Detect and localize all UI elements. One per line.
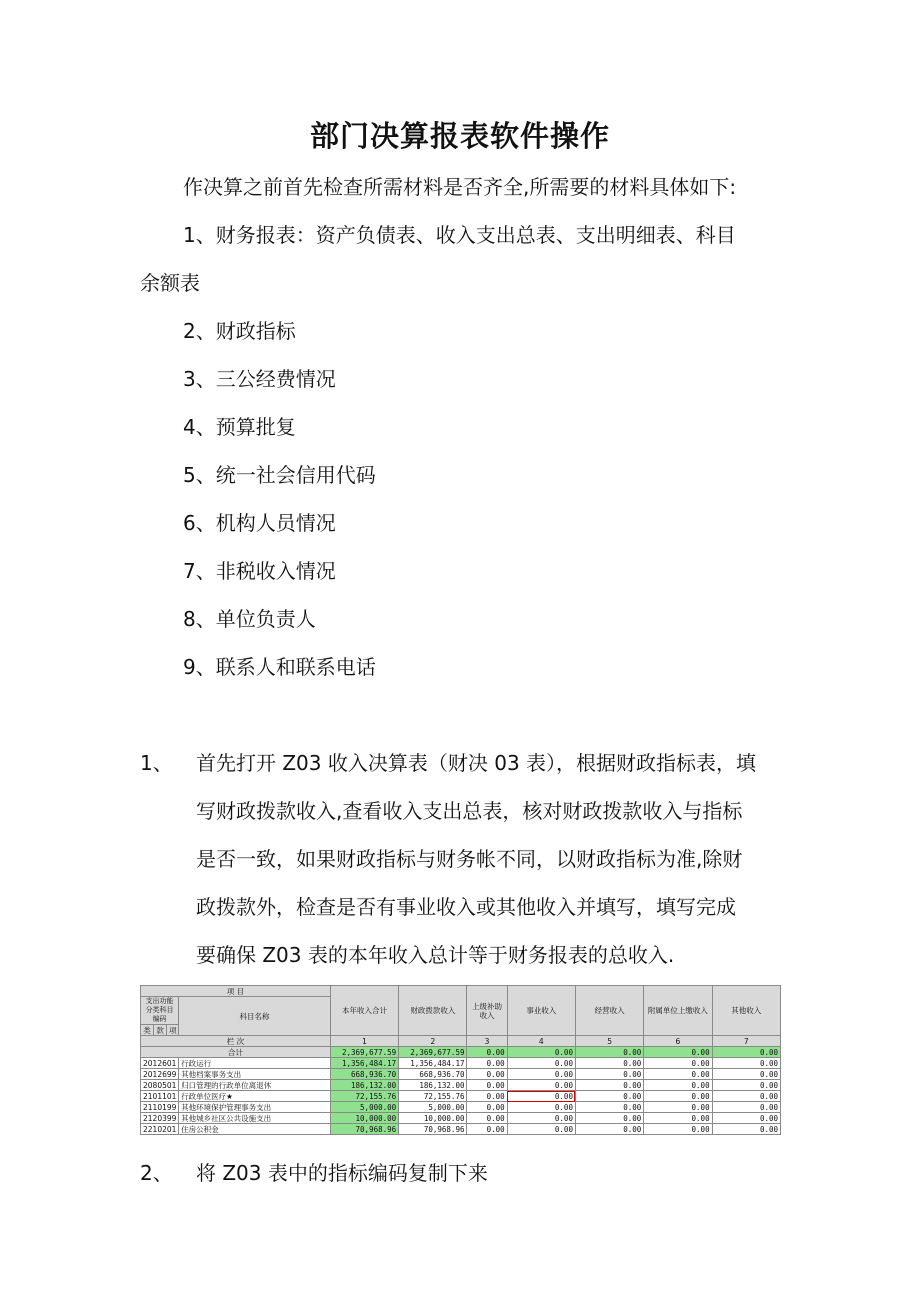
cell[interactable]: 186,132.00 [330, 1080, 398, 1091]
cell[interactable]: 0.00 [507, 1124, 575, 1135]
header-col: 栏 次 [141, 1036, 331, 1047]
material-item: 8、单位负责人 [183, 607, 316, 631]
cell[interactable]: 10,000.00 [330, 1113, 398, 1124]
cell[interactable]: 0.00 [644, 1113, 712, 1124]
cell[interactable]: 0.00 [467, 1091, 507, 1102]
name-cell: 行政单位医疗★ [179, 1091, 331, 1102]
cell[interactable]: 0.00 [507, 1047, 575, 1058]
name-cell: 其他环境保护管理事务支出 [179, 1102, 331, 1113]
cell[interactable]: 72,155.76 [399, 1091, 467, 1102]
header-code: 支出功能分类科目编码 [141, 997, 179, 1025]
cell[interactable]: 0.00 [644, 1069, 712, 1080]
col-number: 4 [507, 1036, 575, 1047]
cell[interactable]: 0.00 [467, 1047, 507, 1058]
table-row [141, 1102, 781, 1113]
material-item: 9、联系人和联系电话 [183, 655, 376, 679]
cell[interactable]: 0.00 [644, 1047, 712, 1058]
step1-line: 是否一致，如果财政指标与财务帐不同，以财政指标为准,除财 [196, 847, 743, 871]
col-header: 其他收入 [712, 986, 780, 1036]
cell[interactable]: 0.00 [712, 1102, 780, 1113]
cell[interactable]: 0.00 [575, 1102, 643, 1113]
cell[interactable]: 1,356,484.17 [399, 1058, 467, 1069]
col-number: 5 [575, 1036, 643, 1047]
table-row [141, 1069, 781, 1080]
cell[interactable]: 0.00 [507, 1080, 575, 1091]
material-item: 5、统一社会信用代码 [183, 463, 376, 487]
step1-line: 写财政拨款收入,查看收入支出总表，核对财政拨款收入与指标 [196, 799, 743, 823]
cell[interactable]: 0.00 [507, 1113, 575, 1124]
material-item: 1、财务报表：资产负债表、收入支出总表、支出明细表、科目 [183, 223, 736, 247]
col-header: 附属单位上缴收入 [644, 986, 712, 1036]
z03-income-table [140, 985, 781, 1139]
name-cell: 住房公积金 [179, 1124, 331, 1135]
header-xiang: 项 [167, 1025, 179, 1036]
cell-selected[interactable]: 0.00 [507, 1091, 575, 1102]
material-item: 7、非税收入情况 [183, 559, 336, 583]
cell[interactable]: 0.00 [712, 1058, 780, 1069]
cell[interactable]: 0.00 [467, 1080, 507, 1091]
step1-line: 首先打开 Z03 收入决算表（财决 03 表），根据财政指标表，填 [196, 751, 757, 775]
cell[interactable]: 0.00 [575, 1080, 643, 1091]
cell[interactable]: 0.00 [507, 1069, 575, 1080]
cell[interactable]: 1,356,484.17 [330, 1058, 398, 1069]
table-row [141, 1058, 781, 1069]
cell[interactable]: 0.00 [467, 1058, 507, 1069]
name-cell: 其他档案事务支出 [179, 1069, 331, 1080]
col-number: 1 [330, 1036, 398, 1047]
material-item: 3、三公经费情况 [183, 367, 336, 391]
header-kuan: 款 [154, 1025, 167, 1036]
code-cell: 2012601 [141, 1058, 179, 1069]
table-row [141, 1124, 781, 1135]
code-cell: 2080501 [141, 1080, 179, 1091]
cell[interactable]: 0.00 [712, 1091, 780, 1102]
cell[interactable]: 0.00 [507, 1102, 575, 1113]
cell[interactable]: 0.00 [575, 1113, 643, 1124]
code-cell: 2101101 [141, 1091, 179, 1102]
cell[interactable]: 0.00 [712, 1069, 780, 1080]
cell[interactable]: 0.00 [712, 1080, 780, 1091]
cell[interactable]: 668,936.70 [399, 1069, 467, 1080]
step2-number: 2、 [140, 1161, 173, 1185]
col-header: 财政拨款收入 [399, 986, 467, 1036]
cell[interactable]: 0.00 [712, 1113, 780, 1124]
cell[interactable]: 0.00 [644, 1058, 712, 1069]
cell[interactable]: 0.00 [712, 1047, 780, 1058]
table-row [141, 1080, 781, 1091]
step1-number: 1、 [140, 751, 173, 775]
col-header: 事业收入 [507, 986, 575, 1036]
cell[interactable]: 0.00 [575, 1058, 643, 1069]
header-class: 类 [141, 1025, 154, 1036]
code-cell: 2210201 [141, 1124, 179, 1135]
code-cell: 2120399 [141, 1113, 179, 1124]
cell[interactable]: 5,000.00 [330, 1102, 398, 1113]
cell[interactable]: 0.00 [575, 1124, 643, 1135]
material-item: 余额表 [140, 271, 200, 295]
intro-text: 作决算之前首先检查所需材料是否齐全,所需要的材料具体如下: [183, 175, 737, 199]
cell[interactable]: 5,000.00 [399, 1102, 467, 1113]
col-number: 2 [399, 1036, 467, 1047]
material-item: 4、预算批复 [183, 415, 296, 439]
name-cell: 其他城乡社区公共设施支出 [179, 1113, 331, 1124]
page-title: 部门决算报表软件操作 [309, 119, 610, 153]
cell[interactable]: 72,155.76 [330, 1091, 398, 1102]
cell[interactable]: 186,132.00 [399, 1080, 467, 1091]
col-header: 经营收入 [575, 986, 643, 1036]
material-item: 2、财政指标 [183, 319, 296, 343]
col-header: 上级补助收入 [467, 986, 507, 1036]
cell[interactable]: 0.00 [644, 1124, 712, 1135]
table-row [141, 1113, 781, 1124]
cell[interactable]: 0.00 [712, 1124, 780, 1135]
cell[interactable]: 0.00 [467, 1069, 507, 1080]
cell[interactable]: 70,968.96 [330, 1124, 398, 1135]
total-label: 合计 [141, 1047, 331, 1058]
col-number: 6 [644, 1036, 712, 1047]
total-row [141, 1047, 781, 1058]
cell[interactable]: 0.00 [507, 1058, 575, 1069]
material-item: 6、机构人员情况 [183, 511, 336, 535]
cell[interactable]: 0.00 [644, 1102, 712, 1113]
col-header: 本年收入合计 [330, 986, 398, 1036]
cell[interactable]: 668,936.70 [330, 1069, 398, 1080]
cell[interactable]: 10,000.00 [399, 1113, 467, 1124]
cell[interactable]: 70,968.96 [399, 1124, 467, 1135]
cell[interactable]: 0.00 [467, 1113, 507, 1124]
code-cell: 2012699 [141, 1069, 179, 1080]
cell[interactable]: 2,369,677.59 [330, 1047, 398, 1058]
table-row [141, 1091, 781, 1102]
cell[interactable]: 0.00 [575, 1047, 643, 1058]
cell[interactable]: 0.00 [467, 1124, 507, 1135]
name-cell: 行政运行 [179, 1058, 331, 1069]
cell[interactable]: 0.00 [644, 1091, 712, 1102]
cell[interactable]: 0.00 [644, 1080, 712, 1091]
step1-line: 政拨款外，检查是否有事业收入或其他收入并填写，填写完成 [196, 895, 736, 919]
cell[interactable]: 2,369,677.59 [399, 1047, 467, 1058]
header-name: 科目名称 [179, 997, 331, 1036]
header-item: 项 目 [141, 986, 331, 997]
cell[interactable]: 0.00 [575, 1091, 643, 1102]
name-cell: 归口管理的行政单位离退休 [179, 1080, 331, 1091]
step1-line: 要确保 Z03 表的本年收入总计等于财务报表的总收入. [196, 943, 675, 967]
code-cell: 2110199 [141, 1102, 179, 1113]
cell[interactable]: 0.00 [575, 1069, 643, 1080]
step2-text: 将 Z03 表中的指标编码复制下来 [196, 1161, 488, 1185]
col-number: 7 [712, 1036, 780, 1047]
cell[interactable]: 0.00 [467, 1102, 507, 1113]
col-number: 3 [467, 1036, 507, 1047]
